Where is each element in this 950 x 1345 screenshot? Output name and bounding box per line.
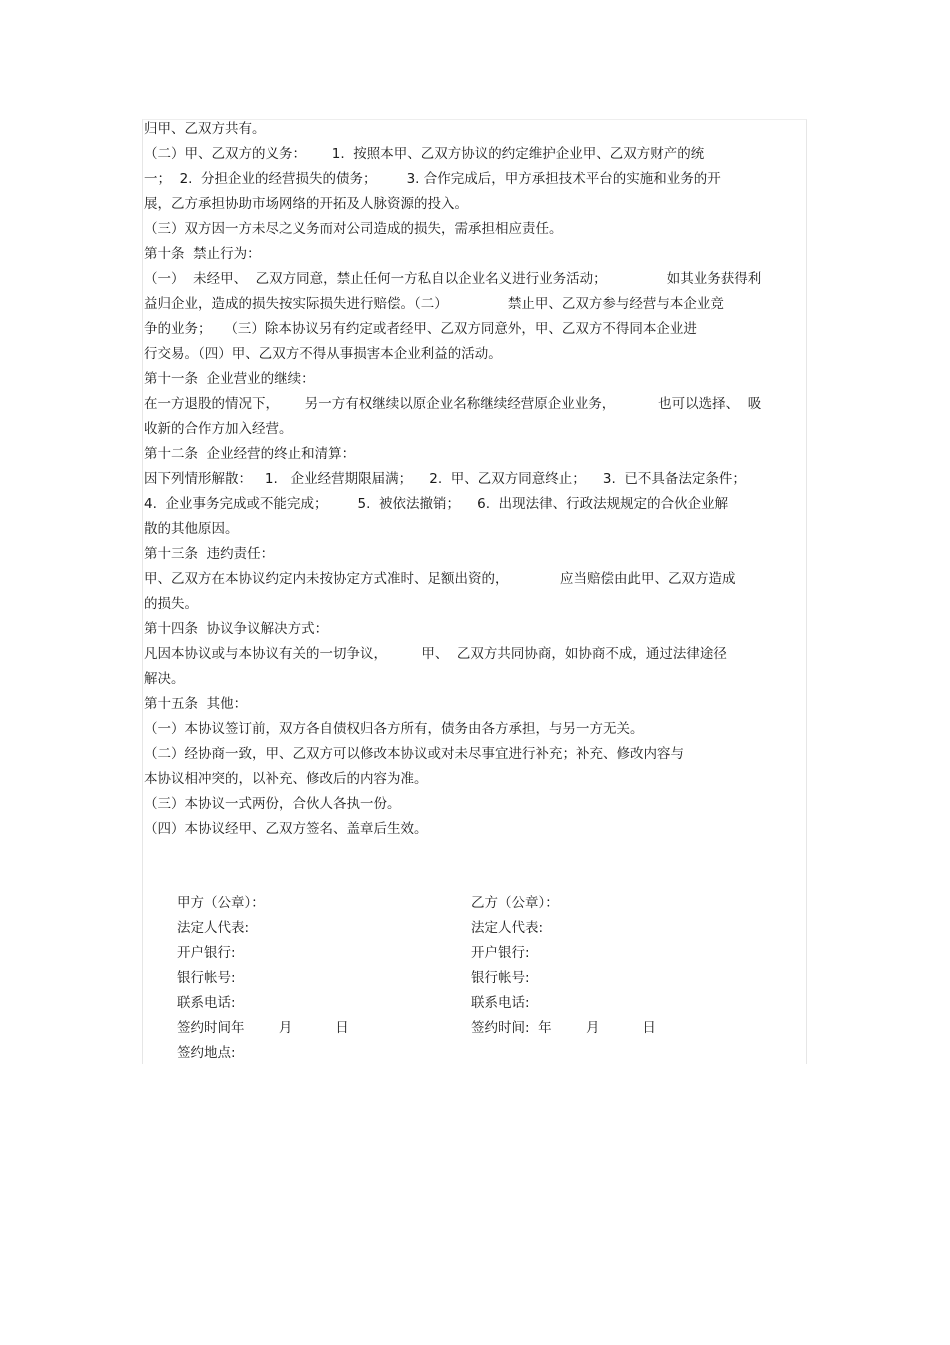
body-line: 展，乙方承担协助市场网络的开拓及人脉资源的投入。: [144, 196, 468, 212]
body-line: 甲、乙双方在本协议约定内未按协定方式准时、足额出资的， 应当赔偿由此甲、乙双方造成: [144, 571, 736, 587]
party-a-seal-label: 甲方（公章）：: [177, 895, 265, 911]
body-line: 归甲、乙双方共有。: [144, 121, 266, 137]
body-line: 因下列情形解散： 1. 企业经营期限届满； 2. 甲、乙双方同意终止； 3. 已不具备法定条件；: [144, 471, 746, 487]
party-a-date-label: 签约时间年 月 日: [177, 1020, 349, 1036]
body-line: 争的业务； （三）除本协议另有约定或者经甲、乙双方同意外，甲、乙双方不得同本企业进: [144, 321, 697, 337]
body-line: （一） 未经甲、 乙双方同意，禁止任何一方私自以企业名义进行业务活动； 如其业务获得利: [144, 271, 762, 287]
body-line: （三）双方因一方未尽之义务而对公司造成的损失，需承担相应责任。: [144, 221, 563, 237]
body-line: 一； 2. 分担企业的经营损失的债务； 3. 合作完成后，甲方承担技术平台的实施和业务的开: [144, 171, 721, 187]
article-heading: 第十五条 其他：: [144, 696, 248, 712]
party-a-place-label: 签约地点:: [177, 1045, 236, 1061]
article-heading: 第十四条 协议争议解决方式：: [144, 621, 329, 637]
party-b-seal-label: 乙方（公章）：: [471, 895, 559, 911]
party-a-legal-rep-label: 法定人代表:: [177, 920, 250, 936]
party-b-phone-label: 联系电话:: [471, 995, 530, 1011]
party-b-legal-rep-label: 法定人代表:: [471, 920, 544, 936]
article-heading: 第十一条 企业营业的继续：: [144, 371, 315, 387]
body-line: 的损失。: [144, 596, 198, 612]
body-line: 凡因本协议或与本协议有关的一切争议， 甲、 乙双方共同协商，如协商不成，通过法律途径: [144, 646, 727, 662]
party-b-account-label: 银行帐号:: [471, 970, 530, 986]
party-a-phone-label: 联系电话:: [177, 995, 236, 1011]
body-line: 益归企业，造成的损失按实际损失进行赔偿。（二） 禁止甲、乙双方参与经营与本企业竞: [144, 296, 724, 312]
body-line: 在一方退股的情况下， 另一方有权继续以原企业名称继续经营原企业业务， 也可以选择、 吸: [144, 396, 762, 412]
body-line: 散的其他原因。: [144, 521, 239, 537]
body-line: 行交易。（四）甲、乙双方不得从事损害本企业利益的活动。: [144, 346, 502, 362]
body-line: 本协议相冲突的，以补充、修改后的内容为准。: [144, 771, 428, 787]
article-heading: 第十二条 企业经营的终止和清算：: [144, 446, 356, 462]
body-line: （四）本协议经甲、乙双方签名、盖章后生效。: [144, 821, 428, 837]
party-b-bank-label: 开户银行:: [471, 945, 530, 961]
party-b-date-label: 签约时间: 年 月 日: [471, 1020, 656, 1036]
party-a-account-label: 银行帐号:: [177, 970, 236, 986]
body-line: 收新的合作方加入经营。: [144, 421, 293, 437]
article-heading: 第十条 禁止行为：: [144, 246, 261, 262]
body-line: （二）经协商一致，甲、乙双方可以修改本协议或对未尽事宜进行补充；补充、修改内容与: [144, 746, 684, 762]
body-line: （二）甲、乙双方的义务： 1. 按照本甲、乙双方协议的约定维护企业甲、乙双方财产的统: [144, 146, 705, 162]
body-line: （一）本协议签订前，双方各自债权归各方所有，债务由各方承担，与另一方无关。: [144, 721, 644, 737]
body-line: 解决。: [144, 671, 185, 687]
article-heading: 第十三条 违约责任：: [144, 546, 275, 562]
party-a-bank-label: 开户银行:: [177, 945, 236, 961]
body-line: 4. 企业事务完成或不能完成； 5. 被依法撤销； 6. 出现法律、行政法规规定的合伙企业解: [144, 496, 729, 512]
body-line: （三）本协议一式两份，合伙人各执一份。: [144, 796, 401, 812]
